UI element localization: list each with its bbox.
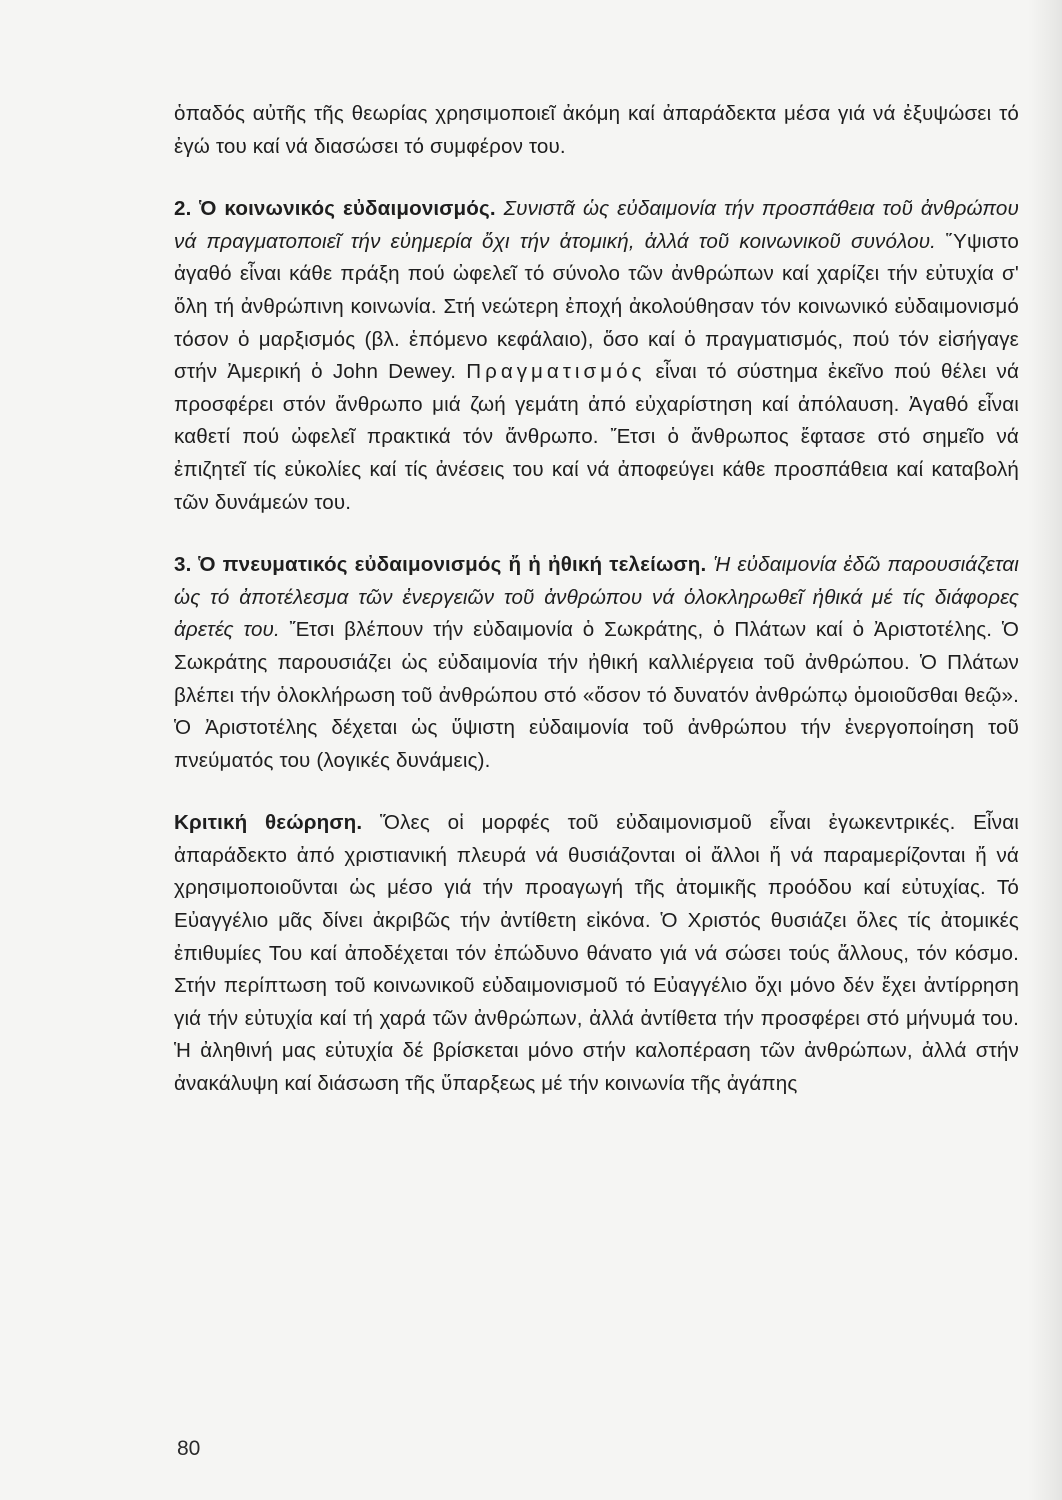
body-text xyxy=(174,98,1019,1101)
section-3-heading: 3. Ὁ πνευματικός εὐδαιμονισμός ἤ ἡ ἠθική τελείωση. xyxy=(174,553,707,577)
paragraph-gap xyxy=(174,519,1019,549)
section-2-emphasis: Συνιστᾶ ὡς εὐδαιμονία τήν προσπάθεια τοῦ ἀνθρώπου νά πραγματοποιεῖ τήν εὐημερία ὄχι τήν ἀτομική, ἀλλά τοῦ κοινωνικοῦ συνόλου. xyxy=(174,197,1019,253)
intro-paragraph xyxy=(174,98,1019,163)
page-edge-shadow xyxy=(1028,0,1062,1500)
critique-text: Ὅλες οἱ μορφές τοῦ εὐδαιμονισμοῦ εἶναι ἐγωκεντρικές. Εἶναι ἀπαράδεκτο ἀπό χριστιανική πλευρά νά θυσιάζονται οἱ ἄλλοι ἤ νά παραμερίζονται ἤ νά χρησιμοποιοῦνται ὡς μέσο γιά τήν προαγωγή τῆς ἀτομικῆς προόδου καί εὐτυχίας. Τό Εὐαγγέλιο μᾶς δίνει ἀκριβῶς τήν ἀντίθετη εἰκόνα. Ὁ Χριστός θυσιάζει ὅλες τίς ἀτομικές ἐπιθυμίες Του καί ἀποδέχεται τόν ἐπώδυνο θάνατο γιά νά σώσει τούς ἄλλους, τόν κόσμο. Στήν περίπτωση τοῦ κοινωνικοῦ εὐδαιμονισμοῦ τό Εὐαγγέλιο ὄχι μόνο δέν ἔχει ἀντίρρηση γιά τήν εὐτυχία καί τή χαρά τῶν ἀνθρώπων, ἀλλά ἀντίθετα τήν προσφέρει στό μήνυμά του. Ἡ ἀληθινή μας εὐτυχία δέ βρίσκεται μόνο στήν καλοπέραση τῶν ἀνθρώπων, ἀλλά στήν ἀνακάλυψη καί διάσωση τῆς ὕπαρξεως μέ τήν κοινωνία τῆς ἀγάπης xyxy=(174,811,1019,1096)
section-2-spaced-term: Πραγματισμός xyxy=(466,360,646,384)
section-3-emphasis: Ἡ εὐδαιμονία ἐδῶ παρουσιάζεται ὡς τό ἀποτέλεσμα τῶν ἐνεργειῶν τοῦ ἀνθρώπου νά ὁλοκληρωθεῖ ἠθικά μέ τίς διάφορες ἀρετές του. xyxy=(174,553,1020,642)
section-2-paragraph xyxy=(174,193,1019,519)
section-2-heading: 2. Ὁ κοινωνικός εὐδαιμονισμός. xyxy=(174,197,496,221)
section-3-paragraph xyxy=(174,549,1019,777)
page-number: 80 xyxy=(177,1437,201,1460)
section-2-text-2: εἶναι τό σύστημα ἐκεῖνο πού θέλει νά προσφέρει στόν ἄνθρωπο μιά ζωή γεμάτη ἀπό εὐχαρίστηση καί ἀπόλαυση. Ἀγαθό εἶναι καθετί πού ὠφελεῖ πρακτικά τόν ἄνθρωπο. Ἔτσι ὁ ἄνθρωπος ἔφτασε στό σημεῖο νά ἐπιζητεῖ τίς εὐκολίες καί τίς ἀνέσεις του καί νά ἀποφεύγει κάθε προσπάθεια καί καταβολή τῶν δυνάμεών του. xyxy=(174,360,1020,514)
section-3-text: Ἔτσι βλέπουν τήν εὐδαιμονία ὁ Σωκράτης, ὁ Πλάτων καί ὁ Ἀριστοτέλης. Ὁ Σωκράτης παρουσιάζει ὡς εὐδαιμονία τήν ἠθική καλλιέργεια τοῦ ἀνθρώπου. Ὁ Πλάτων βλέπει τήν ὁλοκλήρωση τοῦ ἀνθρώπου στό «ὅσον τό δυνατόν ἀνθρώπῳ ὁμοιοῦσθαι θεῷ». Ὁ Ἀριστοτέλης δέχεται ὡς ὕψιστη εὐδαιμονία τοῦ ἀνθρώπου τήν ἐνεργοποίηση τοῦ πνεύματός του (λογικές δυνάμεις). xyxy=(174,618,1019,772)
critique-paragraph xyxy=(174,807,1019,1100)
critique-heading: Κριτική θεώρηση. xyxy=(174,811,363,835)
paragraph-gap xyxy=(174,163,1019,193)
intro-text: ὁπαδός αὐτῆς τῆς θεωρίας χρησιμοποιεῖ ἀκόμη καί ἀπαράδεκτα μέσα γιά νά ἐξυψώσει τό ἐγώ του καί νά διασώσει τό συμφέρον του. xyxy=(174,102,1019,158)
paragraph-gap xyxy=(174,777,1019,807)
section-2-text-1: Ὕψιστο ἀγαθό εἶναι κάθε πράξη πού ὠφελεῖ τό σύνολο τῶν ἀνθρώπων καί χαρίζει τήν εὐτυχία σ' ὅλη τή ἀνθρώπινη κοινωνία. Στή νεώτερη ἐποχή ἀκολούθησαν τόν κοινωνικό εὐδαιμονισμό τόσον ὁ μαρξισμός (βλ. ἑπόμενο κεφάλαιο), ὅσο καί ὁ πραγματισμός, πού τόν εἰσήγαγε στήν Ἀμερική ὁ John Dewey. xyxy=(174,229,1019,384)
